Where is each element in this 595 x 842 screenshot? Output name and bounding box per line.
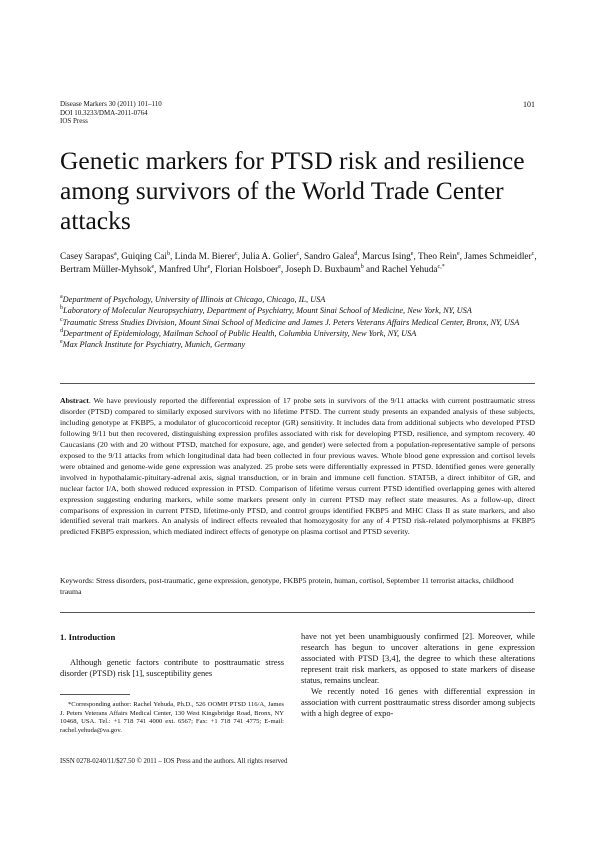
keywords: Keywords: Stress disorders, post-traumatic, gene expression, genotype, FKBP5 protein, human, cortisol, September 11 terrorist attacks, childhood trauma (60, 576, 514, 596)
affiliation (60, 328, 540, 339)
author-name: Linda M. Bierer (174, 252, 235, 262)
divider-top (60, 383, 535, 384)
author-affiliation-mark: a (113, 250, 117, 257)
abstract-text: . We have previously reported the differential expression of 17 probe sets in survivors of the 9/11 attacks with current posttraumatic stress disorder (PTSD) compared to similarly exposed survivors with no lifetime PTSD. The current study presents an expanded analysis of these subjects, including genotype at FKBP5, a modulator of glucocorticoid receptor (GR) sensitivity. It includes data from additional subjects who developed PTSD following 9/11 but then recovered, distinguishing expression profiles associated with risk for developing PTSD, resilience, and symptom recovery. 40 Caucasians (20 with and 20 without PTSD, matched for exposure, age, and gender) were selected from a population-representative sample of persons exposed to the 9/11 attacks from which longitudinal data had been collected in four previous waves. Whole blood gene expression and cortisol levels were obtained and genome-wide gene expression was analyzed. 25 probe sets were differentially expressed in PTSD. Identified genes were generally involved in hypothalamic-pituitary-adrenal axis, signal transduction, or in brain and immune cell function. STAT5B, a direct inhibitor of GR, and nuclear factor I/A, both showed reduced expression in PTSD. Comparison of lifetime versus current PTSD identified overlapping genes with altered expression suggesting enduring markers, while some markers present only in current PTSD may reflect state measures. As a follow-up, direct comparisons of expression in current PTSD, lifetime-only PTSD, and control groups identified FKBP5 and MHC Class II as state markers, and also identified several trait markers. An analysis of indirect effects revealed that homozygosity for any of 4 PTSD risk-related polymorphisms at FKBP5 predicted FKBP5 expression, which mediated indirect effects of genotype on plasma cortisol and PTSD severity. (60, 396, 535, 537)
right-column (301, 632, 535, 720)
intro-paragraph-continued: have not yet been unambiguously confirmed [2]. Moreover, while research has begun to uncover alterations in gene expression associated with PTSD [3,4], the degree to which these alterations represent trait risk markers, as opposed to state markers of disease status, remains unclear. (301, 632, 535, 685)
section-heading: 1. Introduction (60, 632, 116, 642)
author-affiliation-mark: d (354, 250, 358, 257)
affiliation-key: c (60, 316, 63, 323)
left-column (60, 632, 284, 736)
author-name: Casey Sarapas (60, 252, 114, 262)
author-name: Bertram Müller-Myhsok (60, 264, 152, 275)
affiliation-text: Department of Epidemiology, Mailman School of Public Health, Columbia University, New York, NY, USA (63, 328, 417, 338)
author-affiliation-mark: c,* (437, 263, 445, 270)
affiliation (60, 339, 540, 350)
author-affiliation-mark: c (234, 250, 238, 257)
journal-header (60, 100, 162, 126)
author-name: Marcus Ising (361, 252, 411, 262)
author-name: Florian Holsboer (214, 264, 279, 275)
intro-paragraph-1: Although genetic factors contribute to posttraumatic stress disorder (PTSD) risk [1], susceptibility genes (60, 657, 284, 678)
author-affiliation-mark: e (151, 263, 155, 270)
author-affiliation-mark: b (167, 250, 171, 257)
author-name: Rachel Yehuda (381, 264, 438, 275)
affiliation-key: e (60, 339, 63, 346)
divider-bottom (60, 612, 535, 613)
affiliation-text: Traumatic Stress Studies Division, Mount Sinai School of Medicine and James J. Peters Veterans Affairs Medical Center, Bronx, NY, USA (62, 317, 520, 327)
page-number: 101 (523, 100, 535, 109)
journal-citation: Disease Markers 30 (2011) 101–110 (60, 100, 162, 108)
author-affiliation-mark: c (296, 250, 300, 257)
author-list: Casey Sarapas$^a$, Guiqing Cai$^b$, Linda M. Bierer$^c$, Julia A. Golier$^c$, Sandro Galea$^d$, Marcus Ising$^e$, Theo Rein$^e$, James Schmeidler$^c$, Bertram Müller-Myhsok$^e$, Manfred Uhr$^e$, Florian Holsboer$^e$, Joseph D. Buxbaum$^b$ and Rachel Yehuda$^{c,*}$ (60, 250, 537, 275)
author-affiliation-mark: e (410, 250, 414, 257)
doi: DOI 10.3233/DMA-2011-0764 (60, 108, 148, 117)
author-name: Julia A. Golier (242, 252, 297, 262)
intro-paragraph-2: We recently noted 16 genes with differential expression in association with current posttraumatic stress disorder among subjects with a high degree of expo- (301, 686, 535, 718)
abstract (60, 396, 535, 538)
affiliation (60, 294, 540, 305)
corresponding-author-footnote: *Corresponding author: Rachel Yehuda, Ph.D., 526 OOMH PTSD 116/A, James J. Peters Veterans Affairs Medical Center, 130 West Kingsbridge Road, Bronx, NY 10468, USA. Tel.: +1 718 741 4000 ext. 6567; Fax: +1 718 741 4775; E-mail: rachel.yehuda@va.gov. (60, 700, 284, 734)
author-name: Guiqing Cai (121, 252, 168, 262)
author-name: Joseph D. Buxbaum (285, 264, 361, 275)
author-affiliation-mark: e (207, 263, 211, 270)
author-affiliation-mark: e (278, 263, 281, 270)
affiliation-key: d (60, 328, 63, 335)
footnote-rule (60, 694, 130, 695)
author-name: James Schmeidler (464, 252, 532, 262)
author-name: Manfred Uhr (158, 264, 208, 275)
affiliation-text: Max Planck Institute for Psychiatry, Munich, Germany (62, 340, 246, 350)
affiliation (60, 317, 540, 328)
affiliation-key: b (60, 305, 63, 312)
issn-line: ISSN 0278-0240/11/$27.50 © 2011 – IOS Press and the authors. All rights reserved (60, 758, 288, 765)
author-affiliation-mark: c (531, 250, 535, 257)
affiliation-list (60, 294, 540, 350)
affiliation (60, 305, 540, 316)
affiliation-text: Department of Psychology, University of Illinois at Chicago, Chicago, IL, USA (62, 295, 326, 304)
paper-title: Genetic markers for PTSD risk and resilience among survivors of the World Trade Center attacks (60, 146, 525, 235)
abstract-label: Abstract (60, 396, 89, 405)
affiliation-text: Laboratory of Molecular Neuropsychiatry, Department of Psychiatry, Mount Sinai School of Medicine, New York, NY, USA (63, 306, 472, 316)
author-name: Theo Rein (417, 252, 457, 262)
affiliation-key: a (60, 294, 63, 301)
author-affiliation-mark: e (456, 250, 460, 257)
publisher: IOS Press (60, 117, 88, 126)
author-affiliation-mark: b (360, 263, 364, 270)
author-name: Sandro Galea (303, 252, 355, 262)
